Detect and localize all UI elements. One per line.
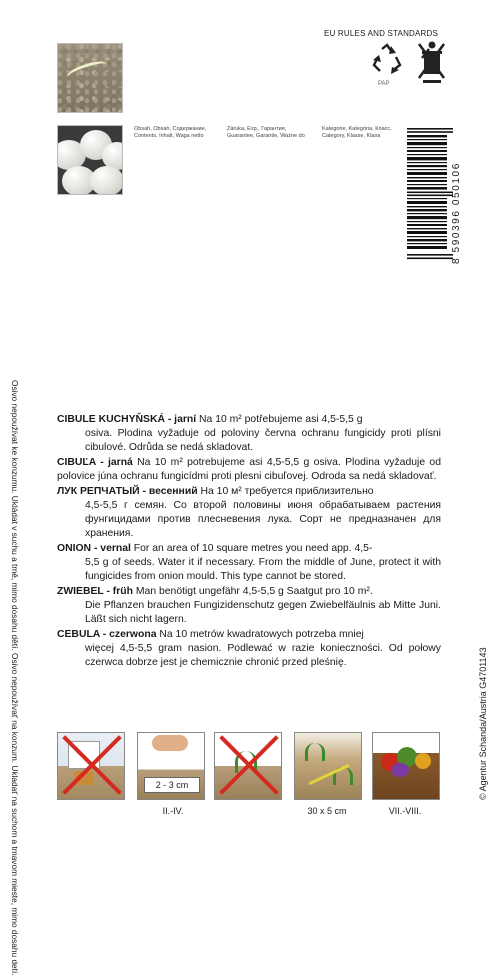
onion-photo [57,125,123,195]
sowing-period-label: II.-IV. [162,806,184,816]
contents-label: Obsah, Obsah, Содержание, [134,126,207,132]
description-de: ZWIEBEL - früh Man benötigt ungefähr 4,5-5,5 g Saatgut pro 10 m². Die Pflanzen brauchen Fungizidenschutz gegen Zwiebelfäulnis ab Mitte Juni. Läßt sich nicht lagern. [57,586,441,625]
sowing-depth-label: 2 - 3 cm [144,777,200,793]
contents-label-2: Contents, Inhalt, Waga netto [134,133,204,139]
description-cz: CIBULE KUCHYŇSKÁ - jarní Na 10 m² potřebujeme asi 4,5-5,5 g osiva. Plodina vyžaduje od poloviny června ochranu fungicidy proti plísni cibulové. Odrůda se nedá skladovat. [57,414,441,453]
category-label: Kategorie, Kategória, Класс, [322,126,392,132]
no-indoor-sowing-icon [57,732,125,800]
barcode-number: 8 590396 050106 [451,162,462,264]
sowing-depth-icon [137,732,205,800]
pap-label: PAP [378,81,390,87]
storage-note-vertical: Osivo nepoužívat ke konzumu. Ukládat v suchu a tmě, mimo dosahu dětí. Osivo nepoužívať na konzum. Ukladať na suchom a tmavom mieste, mimo dosahu detí. [10,380,20,976]
description-en: ONION - vernal For an area of 10 square metres you need app. 4,5- 5,5 g of seeds. Water it if necessary. From the middle of June, protect it with fungicides from onion mould. This type cannot be stored. [57,543,441,582]
seedling-photo [57,43,123,113]
plant-spacing-label: 30 x 5 cm [307,806,347,816]
description-pl: CEBULA - czerwona Na 10 metrów kwadratowych potrzeba mniej więcej 4,5-5,5 gram nasion. Podlewać w razie konieczności. Od połowy czerwca dobrze jest je chemicznie chronić przed pleśnię. [57,629,441,668]
barcode [407,128,457,260]
guarantee-label-2: Guarantee, Garantie, Ważne do [227,133,305,139]
category-label-2: Category, Klasse, Klasa [322,133,381,139]
recycle-icon [370,43,404,77]
harvest-period-label: VII.-VIII. [388,806,422,816]
guarantee-label: Záruka, Exp., Гарантия, [227,126,287,132]
eu-rules-heading: EU RULES AND STANDARDS [324,29,439,38]
copyright-vertical: © Agentur Schanda/Austria G4701143 [478,647,488,800]
description-sk: CIBUĽA - jarná Na 10 m² potrebujeme asi 4,5-5,5 g osiva. Plodina vyžaduje od polovice júna ochranu fungicídmi proti plesni cibuľovej. Odroda sa nedá skladovať. [57,457,441,482]
variety-descriptions [57,413,441,671]
plant-spacing-icon [294,732,362,800]
description-ru: ЛУК РЕПЧАТЫЙ - весенний На 10 м² требуется приблизительно 4,5-5,5 г семян. Со второй половины июня обрабатываем растения фунгицидами против плесневения лука. Сорт не предназначен для хранения. [57,486,441,539]
trash-bin-icon [416,40,446,84]
no-transplant-icon [214,732,282,800]
harvest-basket-icon [372,732,440,800]
